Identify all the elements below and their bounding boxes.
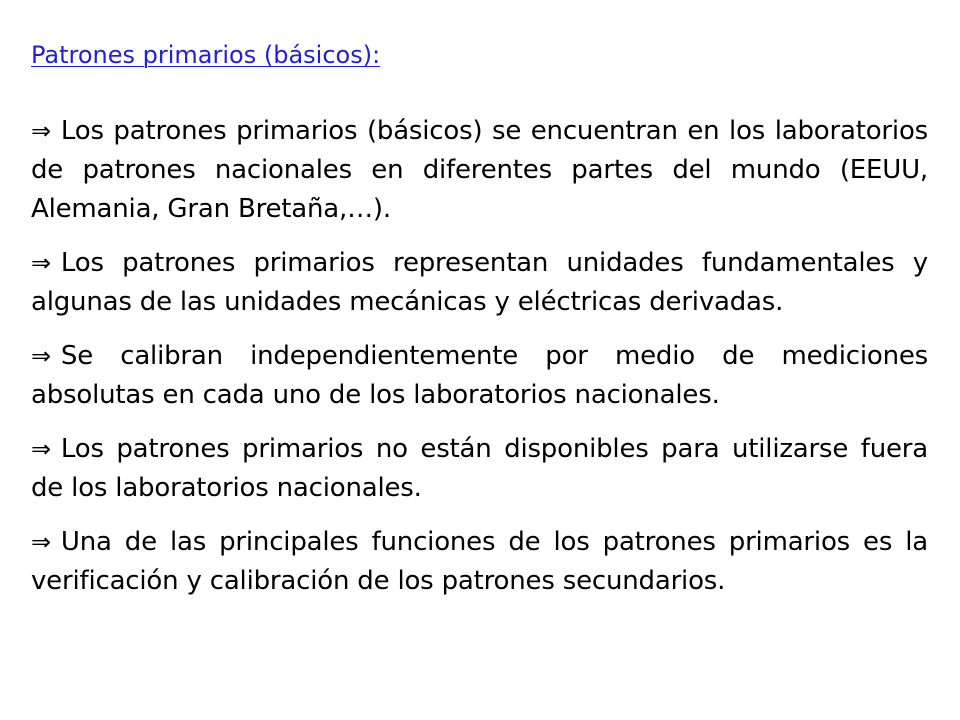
bullet-text: Una de las principales funciones de los patrones primarios es la verificación y calibración de los patrones secundarios.: [31, 527, 928, 596]
bullet-text: Los patrones primarios representan unidades fundamentales y algunas de las unidades mecánicas y eléctricas derivadas.: [31, 248, 928, 317]
bullet-item: [31, 430, 928, 508]
double-right-arrow-icon: ⇒: [31, 117, 51, 145]
bullet-list: [31, 112, 928, 616]
bullet-item: [31, 112, 928, 229]
double-right-arrow-icon: ⇒: [31, 435, 51, 463]
double-right-arrow-icon: ⇒: [31, 528, 51, 556]
bullet-text: Los patrones primarios (básicos) se encuentran en los laboratorios de patrones nacionales en diferentes partes del mundo (EEUU, Alemania, Gran Bretaña,…).: [31, 116, 928, 224]
bullet-item: [31, 523, 928, 601]
bullet-item: [31, 244, 928, 322]
bullet-text: Los patrones primarios no están disponibles para utilizarse fuera de los laboratorios nacionales.: [31, 434, 928, 503]
double-right-arrow-icon: ⇒: [31, 249, 51, 277]
page-title: Patrones primarios (básicos):: [31, 41, 381, 69]
double-right-arrow-icon: ⇒: [31, 342, 51, 370]
bullet-item: [31, 337, 928, 415]
bullet-text: Se calibran independientemente por medio de mediciones absolutas en cada uno de los laboratorios nacionales.: [31, 341, 928, 410]
